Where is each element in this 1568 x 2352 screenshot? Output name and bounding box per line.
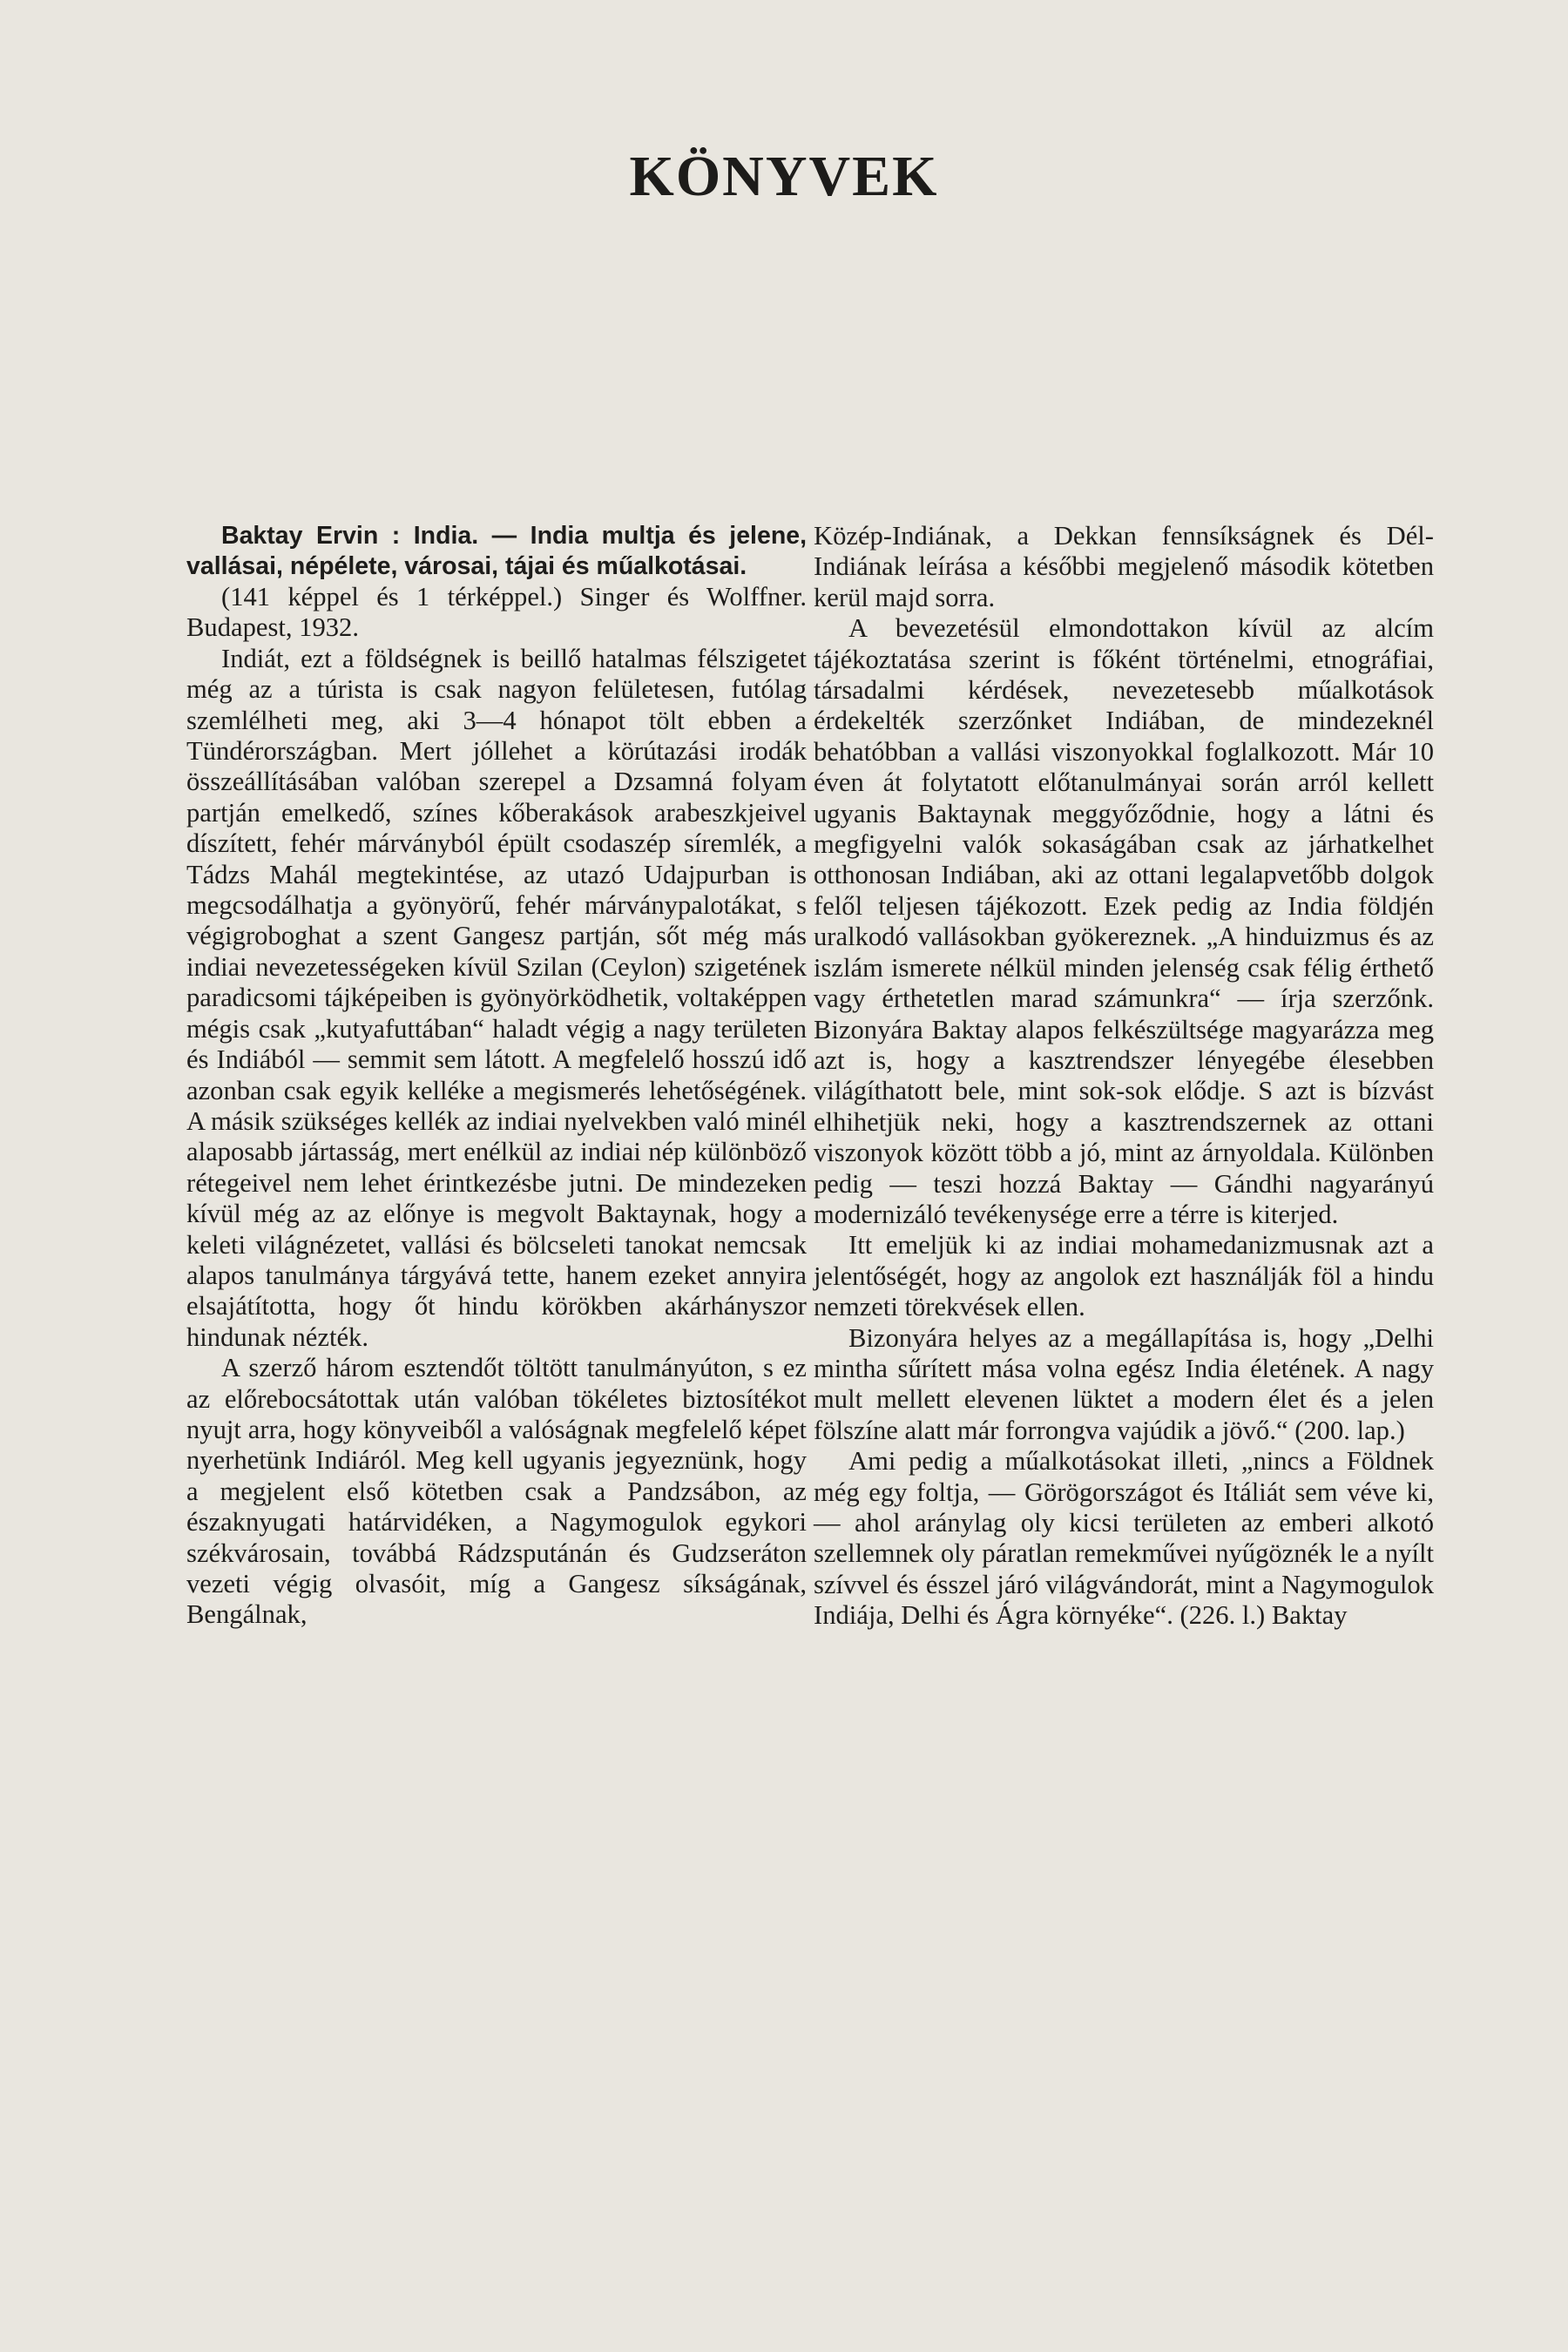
publication-info: (141 képpel és 1 térképpel.) Singer és Wolffner. Budapest, 1932. [186,582,807,643]
paragraph: A szerző három esztendőt töltött tanulmányúton, s ez az előrebocsátottak után valóban tökéletes biztosítékot nyujt arra, hogy könyveiből a valóságnak megfelelő képet nyerhetünk Indiáról. Meg kell ugyanis jegyeznünk, hogy a megjelent első kötetben csak a Pandzsábon, az északnyugati határvidéken, a Nagymogulok egykori székvárosain, továbbá Rádzsputánán és Gudzseráton vezeti végig olvasóit, míg a Gangesz síkságának, Bengálnak, [186,1353,807,1630]
paragraph: Közép-Indiának, a Dekkan fennsíkságnek és Dél-Indiának leírása a későbbi megjelenő második kötetben kerül majd sorra. [814,521,1434,612]
paragraph: Bizonyára helyes az a megállapítása is, hogy „Delhi mintha sűrített mása volna egész India életének. A nagy mult mellett elevenen lüktet a modern élet és a jelen fölszíne alatt már forrongva vajúdik a jövő.“ (200. lap.) [814,1322,1434,1445]
left-column [186,521,807,1631]
paragraph: Ami pedig a műalkotásokat illeti, „nincs a Földnek még egy foltja, — Görögországot és Itáliát sem véve ki, — ahol aránylag oly kicsi területen az emberi alkotó szellemnek oly páratlan remekművei nyűgöznék le a nyílt szívvel és ésszel járó világvándorát, mint a Nagymogulok Indiája, Delhi és Ágra környéke“. (226. l.) Baktay [814,1446,1434,1631]
right-column [814,521,1434,1632]
paragraph: Indiát, ezt a földségnek is beillő hatalmas félszigetet még az a túrista is csak nagyon felületesen, futólag szemlélheti meg, aki 3—4 hónapot tölt ebben a Tündérországban. Mert jóllehet a körútazási irodák összeállításában valóban szerepel a Dzsamná folyam partján emelkedő, színes kőberakások arabeszkjeivel díszített, fehér márványból épült csodaszép síremlék, a Tádzs Mahál megtekintése, az utazó Udajpurban is megcsodálhatja a gyönyörű, fehér márványpalotákat, s végigroboghat a szent Gangesz partján, sőt még más indiai nevezetességeken kívül Szilan (Ceylon) szigetének paradicsomi tájképeiben is gyönyörködhetik, voltaképpen mégis csak „kutyafuttában“ haladt végig a nagy területen és Indiából — semmit sem látott. A megfelelő hosszú idő azonban csak egyik kelléke a megismerés lehetőségének. A másik szükséges kellék az indiai nyelvekben való minél alaposabb jártasság, mert enélkül az indiai nép különböző rétegeivel nem lehet érintkezésbe jutni. De mindezeken kívül még az az előnye is megvolt Baktaynak, hogy a keleti világnézetet, vallási és bölcseleti tanokat nemcsak alapos tanulmánya tárgyává tette, hanem ezeket annyira elsajátította, hogy őt hindu körökben akárhányszor hindunak nézték. [186,643,807,1352]
paragraph: A bevezetésül elmondottakon kívül az alcím tájékoztatása szerint is főként történelmi, etnográfiai, társadalmi kérdések, nevezetesebb műalkotások érdekelték szerzőnket Indiában, de mindezeknél behatóbban a vallási viszonyokkal foglalkozott. Már 10 éven át folytatott előtanulmányai során arról kellett ugyanis Baktaynak meggyőződnie, hogy a látni és megfigyelni valók sokaságában csak az járhatkelhet otthonosan Indiában, aki az ottani legalapvetőbb dolgok felől teljesen tájékozott. Ezek pedig az India földjén uralkodó vallásokban gyökereznek. „A hinduizmus és az iszlám ismerete nélkül minden jelenség csak félig érthető vagy érthetetlen marad számunkra“ — írja szerzőnk. Bizonyára Baktay alapos felkészültsége magyarázza meg azt is, hogy a kasztrendszer lényegébe élesebben világíthatott bele, mint sok-sok elődje. S azt is bízvást elhihetjük neki, hogy a kasztrendszernek az ottani viszonyok között több a jó, mint az árnyoldala. Különben pedig — teszi hozzá Baktay — Gándhi nagyarányú modernizáló tevékenysége erre a térre is kiterjed. [814,613,1434,1229]
paragraph: Itt emeljük ki az indiai mohamedanizmusnak azt a jelentőségét, hogy az angolok ezt használják föl a hindu nemzeti törekvések ellen. [814,1230,1434,1322]
review-heading: Baktay Ervin : India. — India multja és jelene, vallásai, népélete, városai, tájai és műalkotásai. [186,522,807,580]
page-title: KÖNYVEK [629,145,939,208]
